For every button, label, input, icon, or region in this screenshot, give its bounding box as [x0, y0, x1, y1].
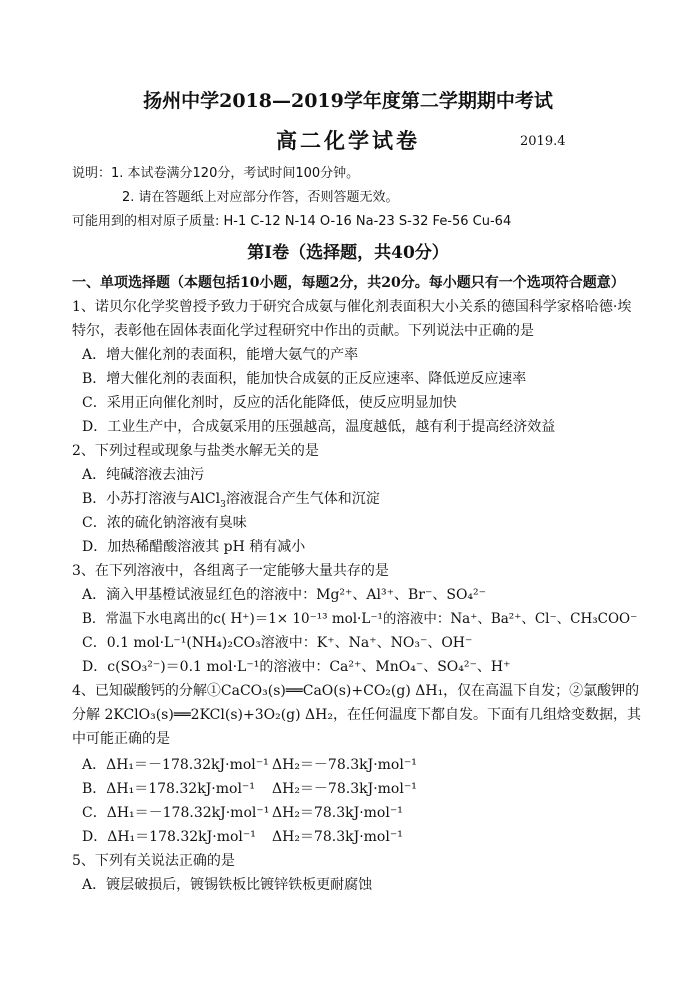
section-heading: 一、单项选择题（本题包括10小题，每题2分，共20分。每小题只有一个选项符合题意）	[72, 275, 625, 291]
q2-option-b	[82, 490, 380, 508]
q1-option-d: D．工业生产中，合成氨采用的压强越高，温度越低，越有利于提高经济效益	[82, 419, 556, 435]
atomic-masses: 可能用到的相对原子质量: H-1 C-12 N-14 O-16 Na-23 S-32 Fe-56 Cu-64	[72, 214, 512, 229]
q3-option-c: C．0.1 mol·L⁻¹(NH₄)₂CO₃溶液中：K⁺、Na⁺、NO₃⁻、OH⁻	[82, 635, 473, 651]
q4-stem-line-2: 分解 2KClO₃(s)══2KCl(s)+3O₂(g) ΔH₂，在任何温度下都自发。下面有几组焓变数据，其	[72, 707, 641, 723]
q3-option-a: A．滴入甲基橙试液显红色的溶液中：Mg²⁺、Al³⁺、Br⁻、SO₄²⁻	[82, 587, 487, 603]
note-line-1: 说明：1. 本试卷满分120分，考试时间100分钟。	[72, 166, 360, 181]
q3-stem: 3、在下列溶液中，各组离子一定能够大量共存的是	[72, 563, 389, 579]
q2-option-b-pre: B．小苏打溶液与AlCl	[82, 491, 221, 507]
q4-stem-line-1: 4、已知碳酸钙的分解①CaCO₃(s)══CaO(s)+CO₂(g) ΔH₁，仅在高温下自发；②氯酸钾的	[72, 683, 640, 699]
q5-stem: 5、下列有关说法正确的是	[72, 853, 235, 869]
q1-option-b: B．增大催化剂的表面积，能加快合成氨的正反应速率、降低逆反应速率	[82, 371, 527, 387]
q1-option-c: C．采用正向催化剂时，反应的活化能降低，使反应明显加快	[82, 395, 457, 411]
exam-date: 2019.4	[520, 134, 566, 149]
q4-option-a-h2: ΔH₂＝－78.3kJ·mol⁻¹	[272, 757, 417, 773]
q1-stem-line-2: 特尔，表彰他在固体表面化学过程研究中作出的贡献。下列说法中正确的是	[72, 323, 534, 339]
note-line-2: 2. 请在答题纸上对应部分作答，否则答题无效。	[122, 190, 399, 205]
q1-option-a: A．增大催化剂的表面积，能增大氨气的产率	[82, 347, 359, 363]
q5-option-a: A．镀层破损后，镀锡铁板比镀锌铁板更耐腐蚀	[82, 877, 373, 893]
q4-stem-line-3: 中可能正确的是	[72, 731, 170, 747]
q4-option-a-h1: A．ΔH₁＝－178.32kJ·mol⁻¹	[82, 757, 269, 773]
part1-title: 第Ⅰ卷（选择题，共40分）	[247, 243, 449, 263]
exam-title: 扬州中学2018—2019学年度第二学期期中考试	[143, 90, 553, 112]
q2-option-a: A．纯碱溶液去油污	[82, 467, 205, 483]
q2-stem: 2、下列过程或现象与盐类水解无关的是	[72, 443, 319, 459]
q4-option-b-h2: ΔH₂＝－78.3kJ·mol⁻¹	[272, 781, 417, 797]
q3-option-d: D．c(SO₃²⁻)＝0.1 mol·L⁻¹的溶液中：Ca²⁺、MnO₄⁻、SO₄²⁻、H⁺	[82, 659, 511, 675]
exam-subtitle: 高二化学试卷	[276, 128, 420, 153]
q3-option-b: B．常温下水电离出的c( H⁺)＝1× 10⁻¹³ mol·L⁻¹的溶液中：Na⁺、Ba²⁺、Cl⁻、CH₃COO⁻	[82, 611, 638, 627]
q2-option-c: C．浓的硫化钠溶液有臭味	[82, 515, 247, 531]
q2-option-b-post: 溶液混合产生气体和沉淀	[225, 491, 380, 507]
q2-option-d: D．加热稀醋酸溶液其 pH 稍有减小	[82, 539, 306, 555]
q2-option-b-sub: 3	[220, 499, 226, 510]
q4-option-d-h2: ΔH₂＝78.3kJ·mol⁻¹	[272, 829, 403, 845]
q4-option-d-h1: D．ΔH₁＝178.32kJ·mol⁻¹	[82, 829, 256, 845]
q1-stem-line-1: 1、诺贝尔化学奖曾授予致力于研究合成氨与催化剂表面积大小关系的德国科学家格哈德·埃	[72, 299, 632, 315]
q4-option-b-h1: B．ΔH₁＝178.32kJ·mol⁻¹	[82, 781, 255, 797]
q4-option-c-h2: ΔH₂＝78.3kJ·mol⁻¹	[272, 805, 403, 821]
q4-option-c-h1: C．ΔH₁＝－178.32kJ·mol⁻¹	[82, 805, 270, 821]
